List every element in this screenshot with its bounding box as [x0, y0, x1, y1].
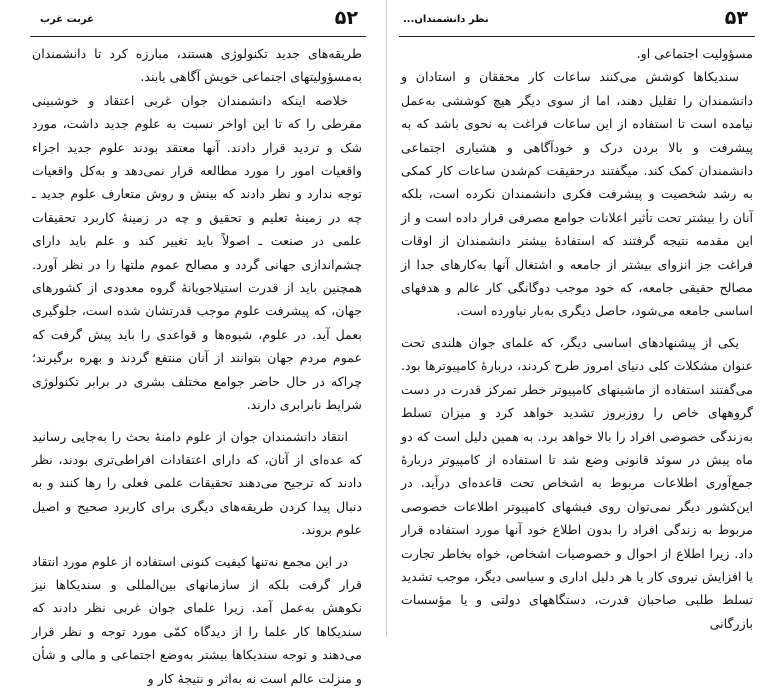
- left-page-header: [40, 9, 358, 35]
- paragraph: طریقه‌های جدید تکنولوژی هستند، مبارزه کرد تا دانشمندان به‌مسؤولیتهای اجتماعی خویش آگاهی یابند.: [32, 46, 362, 85]
- right-header-rule: [399, 36, 755, 37]
- left-running-title: غربت غرب: [40, 14, 94, 25]
- paragraph: یکی از پیشنهادهای اساسی دیگر، که علمای جوان هلندی تحت عنوان مشکلات کلی دنیای امروز طرح کردند، دربارهٔ کامپیوترها بود. می‌گفتند استفاده از ماشینهای کامپیوتر خطر تمرکز قدرت در دست گروههای خاص را روزبروز تشدید خواهد کرد و میزان تسلط به‌زندگی خصوصی افراد را بالا خواهد برد. به همین دلیل است که دو ماه پیش در سوئد قانونی وضع شد تا استفاده از کامپیوتر دربارهٔ جمع‌آوری اطلاعات مربوط به اشخاص تحت قاعده‌ای درآید. در این‌کشور دیگر نمی‌توان روی فیشهای کامپیوتر اطلاعات خصوصی مربوط به زندگی افراد را بدون اطلاع خود آنها مورد استفاده قرار داد. زیرا اطلاع از احوال و خصوصیات اشخاص، خواه بخاطر تجارت یا افزایش نیروی کار یا هر دلیل اداری و سیاسی دیگر، موجب تشدید تسلط طلبی صاحبان قدرت، دستگاههای دولتی و یا مؤسسات بازرگانی: [401, 334, 753, 631]
- right-page-number: ۵۳: [724, 7, 748, 29]
- paragraph: مسؤولیت اجتماعی او.: [636, 46, 753, 61]
- left-page-body: [32, 42, 362, 690]
- paragraph: خلاصه اینکه دانشمندان جوان غربی اعتقاد و خوشبینی مفرطی را که تا این اواخر نسبت به علوم جدید داشت، مورد شک و تردید قرار دادند. آنها معتقد بودند علوم جدید اجزاء واقعیات امور را مورد مطالعه قرار نمی‌دهد و به‌کل واقعیات توجه ندارد و نظر دادند که بینش و روش متعارف علوم جدید ـ چه در زمینهٔ تعلیم و تحقیق و چه در زمینهٔ کاربرد تحقیقات علمی در صنعت ـ اصولاً باید تغییر کند و علم باید دارای چشم‌اندازی جهانی گردد و مصالح عموم ملتها را در نظر آورد. همچنین باید از قدرت استیلاجویانهٔ گروه معدودی از کشورهای جهان، که پیشرفت علوم موجب قدرتشان شده است، جلوگیری بعمل آید. در علوم، شیوه‌ها و قواعدی را باید پیش گرفت که عموم مردم جهان بتوانند از آنان منتفع گردند و بهره برگیرند؛ چراکه در حال حاضر جوامع مختلف بشری در برابر تکنولوژی شرایط نابرابری دارند.: [32, 92, 362, 413]
- right-page-body: [401, 42, 753, 635]
- left-header-rule: [30, 36, 366, 37]
- paragraph: انتقاد دانشمندان جوان از علوم دامنهٔ بحث را به‌جایی رسانید که عده‌ای از آنان، که دارای اعتقادات افراطی‌تری بودند، نظر دادند که ترجیح می‌دهند تحقیقات علمی فعلی را رها کنند و به دنبال پیدا کردن طریقه‌های دیگری برای کاربرد صحیح و اصیل علوم بروند.: [32, 428, 362, 538]
- left-page: [0, 0, 386, 686]
- right-running-title: نظر دانشمندان...: [403, 14, 489, 25]
- paragraph: در این مجمع نه‌تنها کیفیت کنونی استفاده از علوم مورد انتقاد قرار گرفت بلکه از سازمانهای بین‌المللی و سندیکاها نیز نکوهش به‌عمل آمد. زیرا علمای جوان غربی نظر دادند که سندیکاها کار علما را از دیدگاه کمّی مورد توجه و نظر قرار می‌دهند و توجه سندیکاها بیشتر به‌وضع اجتماعی و مالی و شأن و منزلت عالم است نه به‌اثر و نتیجهٔ کار و: [32, 553, 362, 686]
- right-page-header: [403, 9, 748, 35]
- right-page: [387, 0, 773, 637]
- paragraph: سندیکاها کوشش می‌کنند ساعات کار محققان و استادان و دانشمندان را تقلیل دهند، اما از سوی دیگر هیچ کوششی به‌عمل نیامده است تا استفاده از این ساعات فراغت به نحوی باشد که به پیشرفت و بالا بردن درک و خودآگاهی و هشیاری اجتماعی دانشمندان کمک کند. میگفتند درحقیقت کم‌شدن ساعات کار کمکی به رشد شخصیت و پیشرفت فکری دانشمندان نکرده است، بلکه آنان را بیشتر تحت تأثیر اعلانات جوامع مصرفی قرار داده است و از این مقدمه نتیجه گرفتند که استفادهٔ بیشتر دانشمندان از اوقات فراغت جز انزوای بیشتر از جامعه و اشتغال آنها به‌کارهای جدا از مصالح حقیقی جامعه، که خود موجب دوگانگی کار عالم و هدفهای اساسی جامعه می‌شود، حاصل دیگری به‌بار نیاورده است.: [401, 69, 753, 319]
- left-page-number: ۵۲: [334, 7, 358, 29]
